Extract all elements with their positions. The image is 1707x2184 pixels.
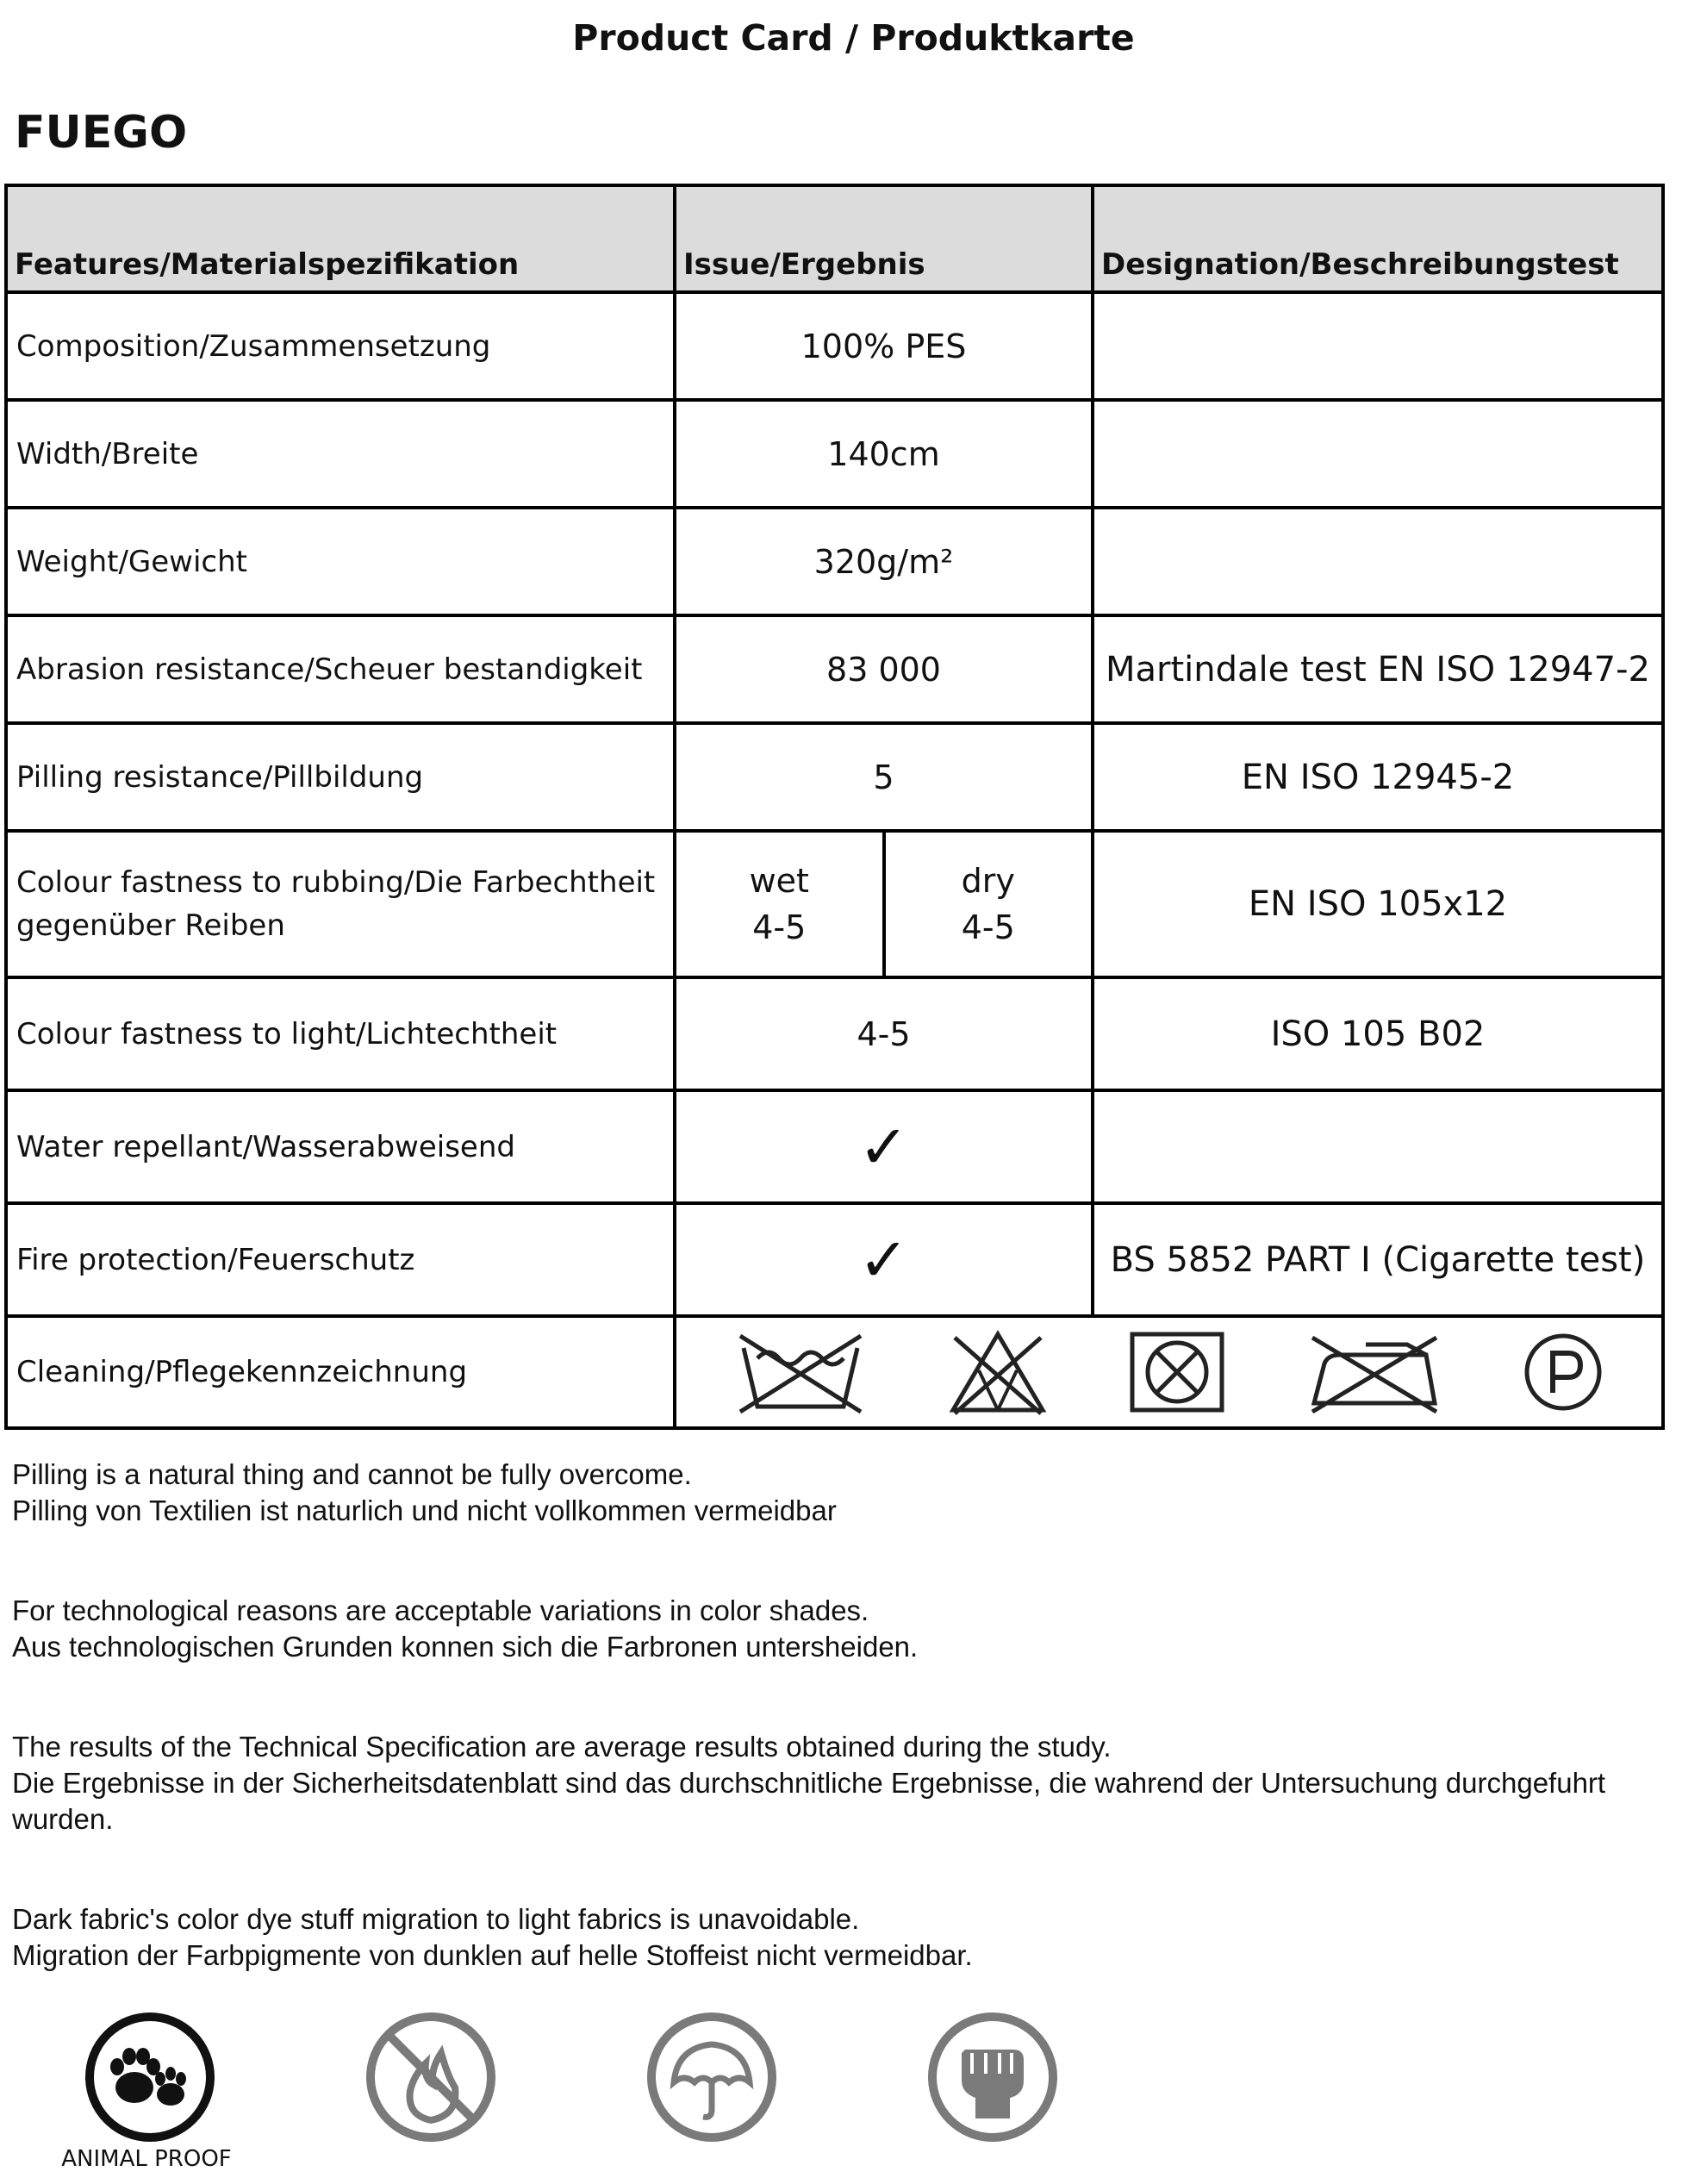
feature-cell: Colour fastness to light/Lichtechtheit <box>6 977 675 1090</box>
care-icons-cell <box>675 1316 1663 1428</box>
feature-cell: Weight/Gewicht <box>6 508 675 615</box>
designation-cell: ISO 105 B02 <box>1093 977 1663 1090</box>
checkmark-icon: ✓ <box>858 1111 909 1182</box>
feature-cell: Pilling resistance/Pillbildung <box>6 723 675 831</box>
feature-cell <box>6 831 675 977</box>
do-not-tumble-dry-icon <box>1125 1329 1229 1415</box>
note-paragraph <box>12 1729 1692 1838</box>
table-row <box>6 400 1663 508</box>
animal-proof-icon <box>81 2008 219 2146</box>
table-row <box>6 1316 1663 1428</box>
result-cell: 140cm <box>675 400 1093 508</box>
dry-label: dry <box>961 862 1015 900</box>
rubbing-result-cell <box>675 831 1093 977</box>
table-row <box>6 723 1663 831</box>
table-row <box>6 1090 1663 1203</box>
designation-cell <box>1093 292 1663 400</box>
wet-result <box>676 833 886 976</box>
animal-proof-label: ANIMAL PROOF <box>61 2146 232 2172</box>
designation-cell <box>1093 400 1663 508</box>
designation-cell: EN ISO 105x12 <box>1093 831 1663 977</box>
note-line: For technological reasons are acceptable variations in color shades. <box>12 1594 869 1626</box>
do-not-bleach-icon <box>946 1329 1050 1415</box>
table-row <box>6 1203 1663 1316</box>
wet-value: 4-5 <box>752 908 807 946</box>
table-header-row <box>6 185 1663 292</box>
note-paragraph <box>12 1593 1692 1665</box>
note-line: Pilling is a natural thing and cannot be fully overcome. <box>12 1458 692 1490</box>
dry-clean-p-icon <box>1520 1329 1606 1415</box>
table-row <box>6 292 1663 400</box>
result-cell: 5 <box>675 723 1093 831</box>
feature-cell: Width/Breite <box>6 400 675 508</box>
table-row <box>6 615 1663 723</box>
column-header-features: Features/Materialspezifikation <box>6 185 675 292</box>
designation-cell: BS 5852 PART I (Cigarette test) <box>1093 1203 1663 1316</box>
result-cell: 4-5 <box>675 977 1093 1090</box>
note-paragraph <box>12 1457 1692 1529</box>
wet-label: wet <box>749 862 809 900</box>
note-line: The results of the Technical Specification are average results obtained during the study. <box>12 1731 1112 1763</box>
designation-cell: EN ISO 12945-2 <box>1093 723 1663 831</box>
notes-section <box>12 1457 1692 2037</box>
note-line: Die Ergebnisse in der Sicherheitsdatenblatt sind das durchschnitliche Ergebnisse, die wahrend der Untersuchung durchgefuhrt wurden. <box>12 1767 1606 1835</box>
feature-line: Colour fastness to rubbing/Die Farbechtheit <box>16 865 656 900</box>
result-cell: 320g/m² <box>675 508 1093 615</box>
water-repellent-icon <box>643 2008 781 2146</box>
designation-cell: Martindale test EN ISO 12947-2 <box>1093 615 1663 723</box>
do-not-wash-icon <box>732 1329 869 1415</box>
product-name: FUEGO <box>15 107 188 159</box>
feature-line: gegenüber Reiben <box>16 908 285 943</box>
column-header-issue: Issue/Ergebnis <box>675 185 1093 292</box>
feature-cell: Fire protection/Feuerschutz <box>6 1203 675 1316</box>
specification-table <box>4 184 1665 1430</box>
note-line: Pilling von Textilien ist naturlich und nicht vollkommen vermeidbar <box>12 1494 837 1526</box>
table-row <box>6 831 1663 977</box>
feature-cell: Abrasion resistance/Scheuer bestandigkeit <box>6 615 675 723</box>
feature-cell: Water repellant/Wasserabweisend <box>6 1090 675 1203</box>
column-header-designation: Designation/Beschreibungstest <box>1093 185 1663 292</box>
do-not-iron-icon <box>1305 1329 1443 1415</box>
dry-value: 4-5 <box>961 908 1015 946</box>
table-row <box>6 977 1663 1090</box>
note-line: Migration der Farbpigmente von dunklen auf helle Stoffeist nicht vermeidbar. <box>12 1939 973 1971</box>
fire-resistant-icon <box>362 2008 500 2146</box>
note-line: Aus technologischen Grunden konnen sich die Farbronen untersheiden. <box>12 1631 919 1663</box>
checkmark-icon: ✓ <box>858 1224 909 1295</box>
designation-cell <box>1093 1090 1663 1203</box>
feature-cell: Cleaning/Pflegekennzeichnung <box>6 1316 675 1428</box>
note-paragraph <box>12 1901 1692 1974</box>
durable-fist-icon <box>924 2008 1062 2146</box>
table-row <box>6 508 1663 615</box>
page-title: Product Card / Produktkarte <box>572 17 1135 59</box>
result-cell <box>675 1203 1093 1316</box>
dry-result <box>886 833 1092 976</box>
designation-cell <box>1093 508 1663 615</box>
result-cell: 100% PES <box>675 292 1093 400</box>
feature-cell: Composition/Zusammensetzung <box>6 292 675 400</box>
result-cell <box>675 1090 1093 1203</box>
note-line: Dark fabric's color dye stuff migration to light fabrics is unavoidable. <box>12 1903 860 1935</box>
result-cell: 83 000 <box>675 615 1093 723</box>
